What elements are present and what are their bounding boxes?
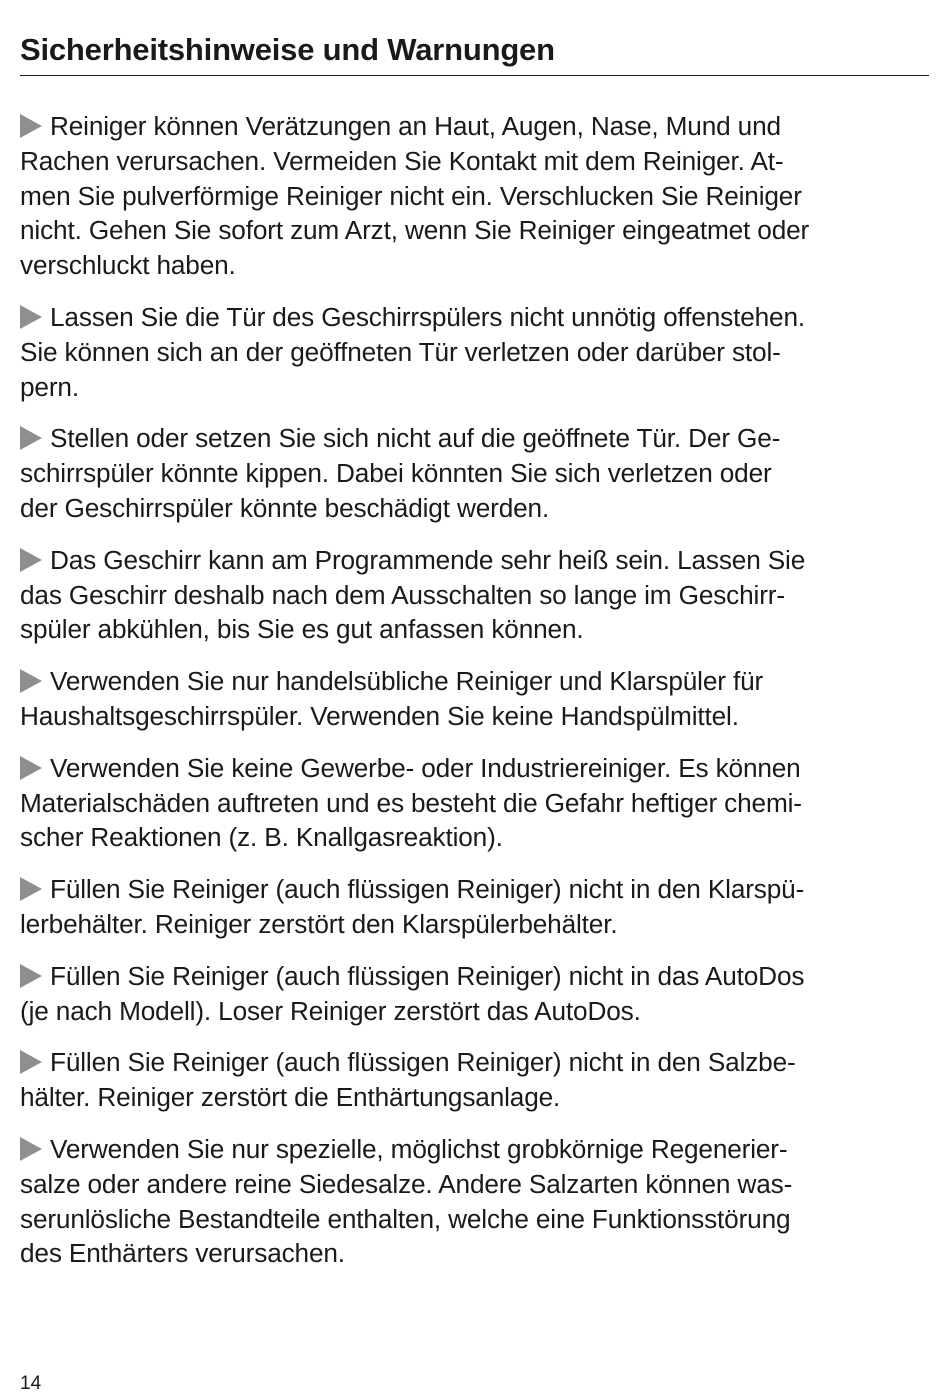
warning-item [20, 1132, 932, 1271]
triangle-right-icon [20, 426, 42, 450]
warning-line: spüler abkühlen, bis Sie es gut anfassen können. [20, 614, 584, 645]
warning-line: pern. [20, 371, 79, 402]
warning-item [20, 751, 932, 855]
warning-item [20, 664, 932, 734]
warning-item [20, 1045, 932, 1115]
triangle-right-icon [20, 1137, 42, 1161]
warning-line: Füllen Sie Reiniger (auch flüssigen Reiniger) nicht in den Salzbe- [50, 1047, 796, 1078]
warning-line: Stellen oder setzen Sie sich nicht auf die geöffnete Tür. Der Ge- [50, 423, 781, 454]
warning-line: Verwenden Sie keine Gewerbe- oder Industriereiniger. Es können [50, 752, 801, 783]
warning-line: das Geschirr deshalb nach dem Ausschalten so lange im Geschirr- [20, 579, 785, 610]
triangle-right-icon [20, 114, 42, 138]
warning-line: schirrspüler könnte kippen. Dabei könnten Sie sich verletzen oder [20, 458, 772, 489]
warning-line: Rachen verursachen. Vermeiden Sie Kontakt mit dem Reiniger. At- [20, 145, 784, 176]
triangle-right-icon [20, 877, 42, 901]
warning-item [20, 109, 932, 283]
warning-line: Sie können sich an der geöffneten Tür verletzen oder darüber stol- [20, 336, 781, 367]
warning-line: salze oder andere reine Siedesalze. Andere Salzarten können was- [20, 1168, 793, 1199]
warning-item [20, 959, 932, 1029]
triangle-right-icon [20, 964, 42, 988]
warning-line: men Sie pulverförmige Reiniger nicht ein. Verschlucken Sie Reiniger [20, 180, 802, 211]
page-title: Sicherheitshinweise und Warnungen [20, 32, 555, 67]
warning-item [20, 421, 932, 525]
warning-item [20, 872, 932, 942]
warning-list [20, 109, 932, 1288]
warning-line: Haushaltsgeschirrspüler. Verwenden Sie keine Handspülmittel. [20, 700, 739, 731]
warning-line: Reiniger können Verätzungen an Haut, Augen, Nase, Mund und [50, 111, 781, 141]
warning-line: Lassen Sie die Tür des Geschirrspülers nicht unnötig offenstehen. [50, 301, 805, 332]
warning-line: nicht. Gehen Sie sofort zum Arzt, wenn Sie Reiniger eingeatmet oder [20, 215, 810, 246]
triangle-right-icon [20, 756, 42, 780]
warning-line: Füllen Sie Reiniger (auch flüssigen Reiniger) nicht in den Klarspü- [50, 874, 805, 905]
warning-line: der Geschirrspüler könnte beschädigt werden. [20, 492, 550, 523]
warning-line: hälter. Reiniger zerstört die Enthärtungsanlage. [20, 1082, 561, 1113]
warning-line: Das Geschirr kann am Programmende sehr heiß sein. Lassen Sie [50, 544, 806, 575]
warning-item [20, 300, 932, 404]
title-divider [20, 75, 929, 76]
warning-line: serunlösliche Bestandteile enthalten, welche eine Funktionsstörung [20, 1203, 791, 1234]
triangle-right-icon [20, 548, 42, 572]
warning-item [20, 543, 932, 647]
page-number: 14 [20, 1373, 42, 1394]
warning-line: Materialschäden auftreten und es besteht die Gefahr heftiger chemi- [20, 787, 802, 818]
warning-line: des Enthärters verursachen. [20, 1238, 345, 1269]
warning-line: Füllen Sie Reiniger (auch flüssigen Reiniger) nicht in das AutoDos [50, 960, 805, 991]
warning-line: Verwenden Sie nur spezielle, möglichst grobkörnige Regenerier- [50, 1133, 788, 1164]
triangle-right-icon [20, 1050, 42, 1074]
warning-line: (je nach Modell). Loser Reiniger zerstört das AutoDos. [20, 995, 641, 1026]
triangle-right-icon [20, 669, 42, 693]
warning-line: scher Reaktionen (z. B. Knallgasreaktion). [20, 822, 503, 853]
warning-line: verschluckt haben. [20, 250, 236, 281]
triangle-right-icon [20, 305, 42, 329]
warning-line: lerbehälter. Reiniger zerstört den Klarspülerbehälter. [20, 908, 618, 939]
warning-line: Verwenden Sie nur handelsübliche Reiniger und Klarspüler für [50, 666, 764, 697]
